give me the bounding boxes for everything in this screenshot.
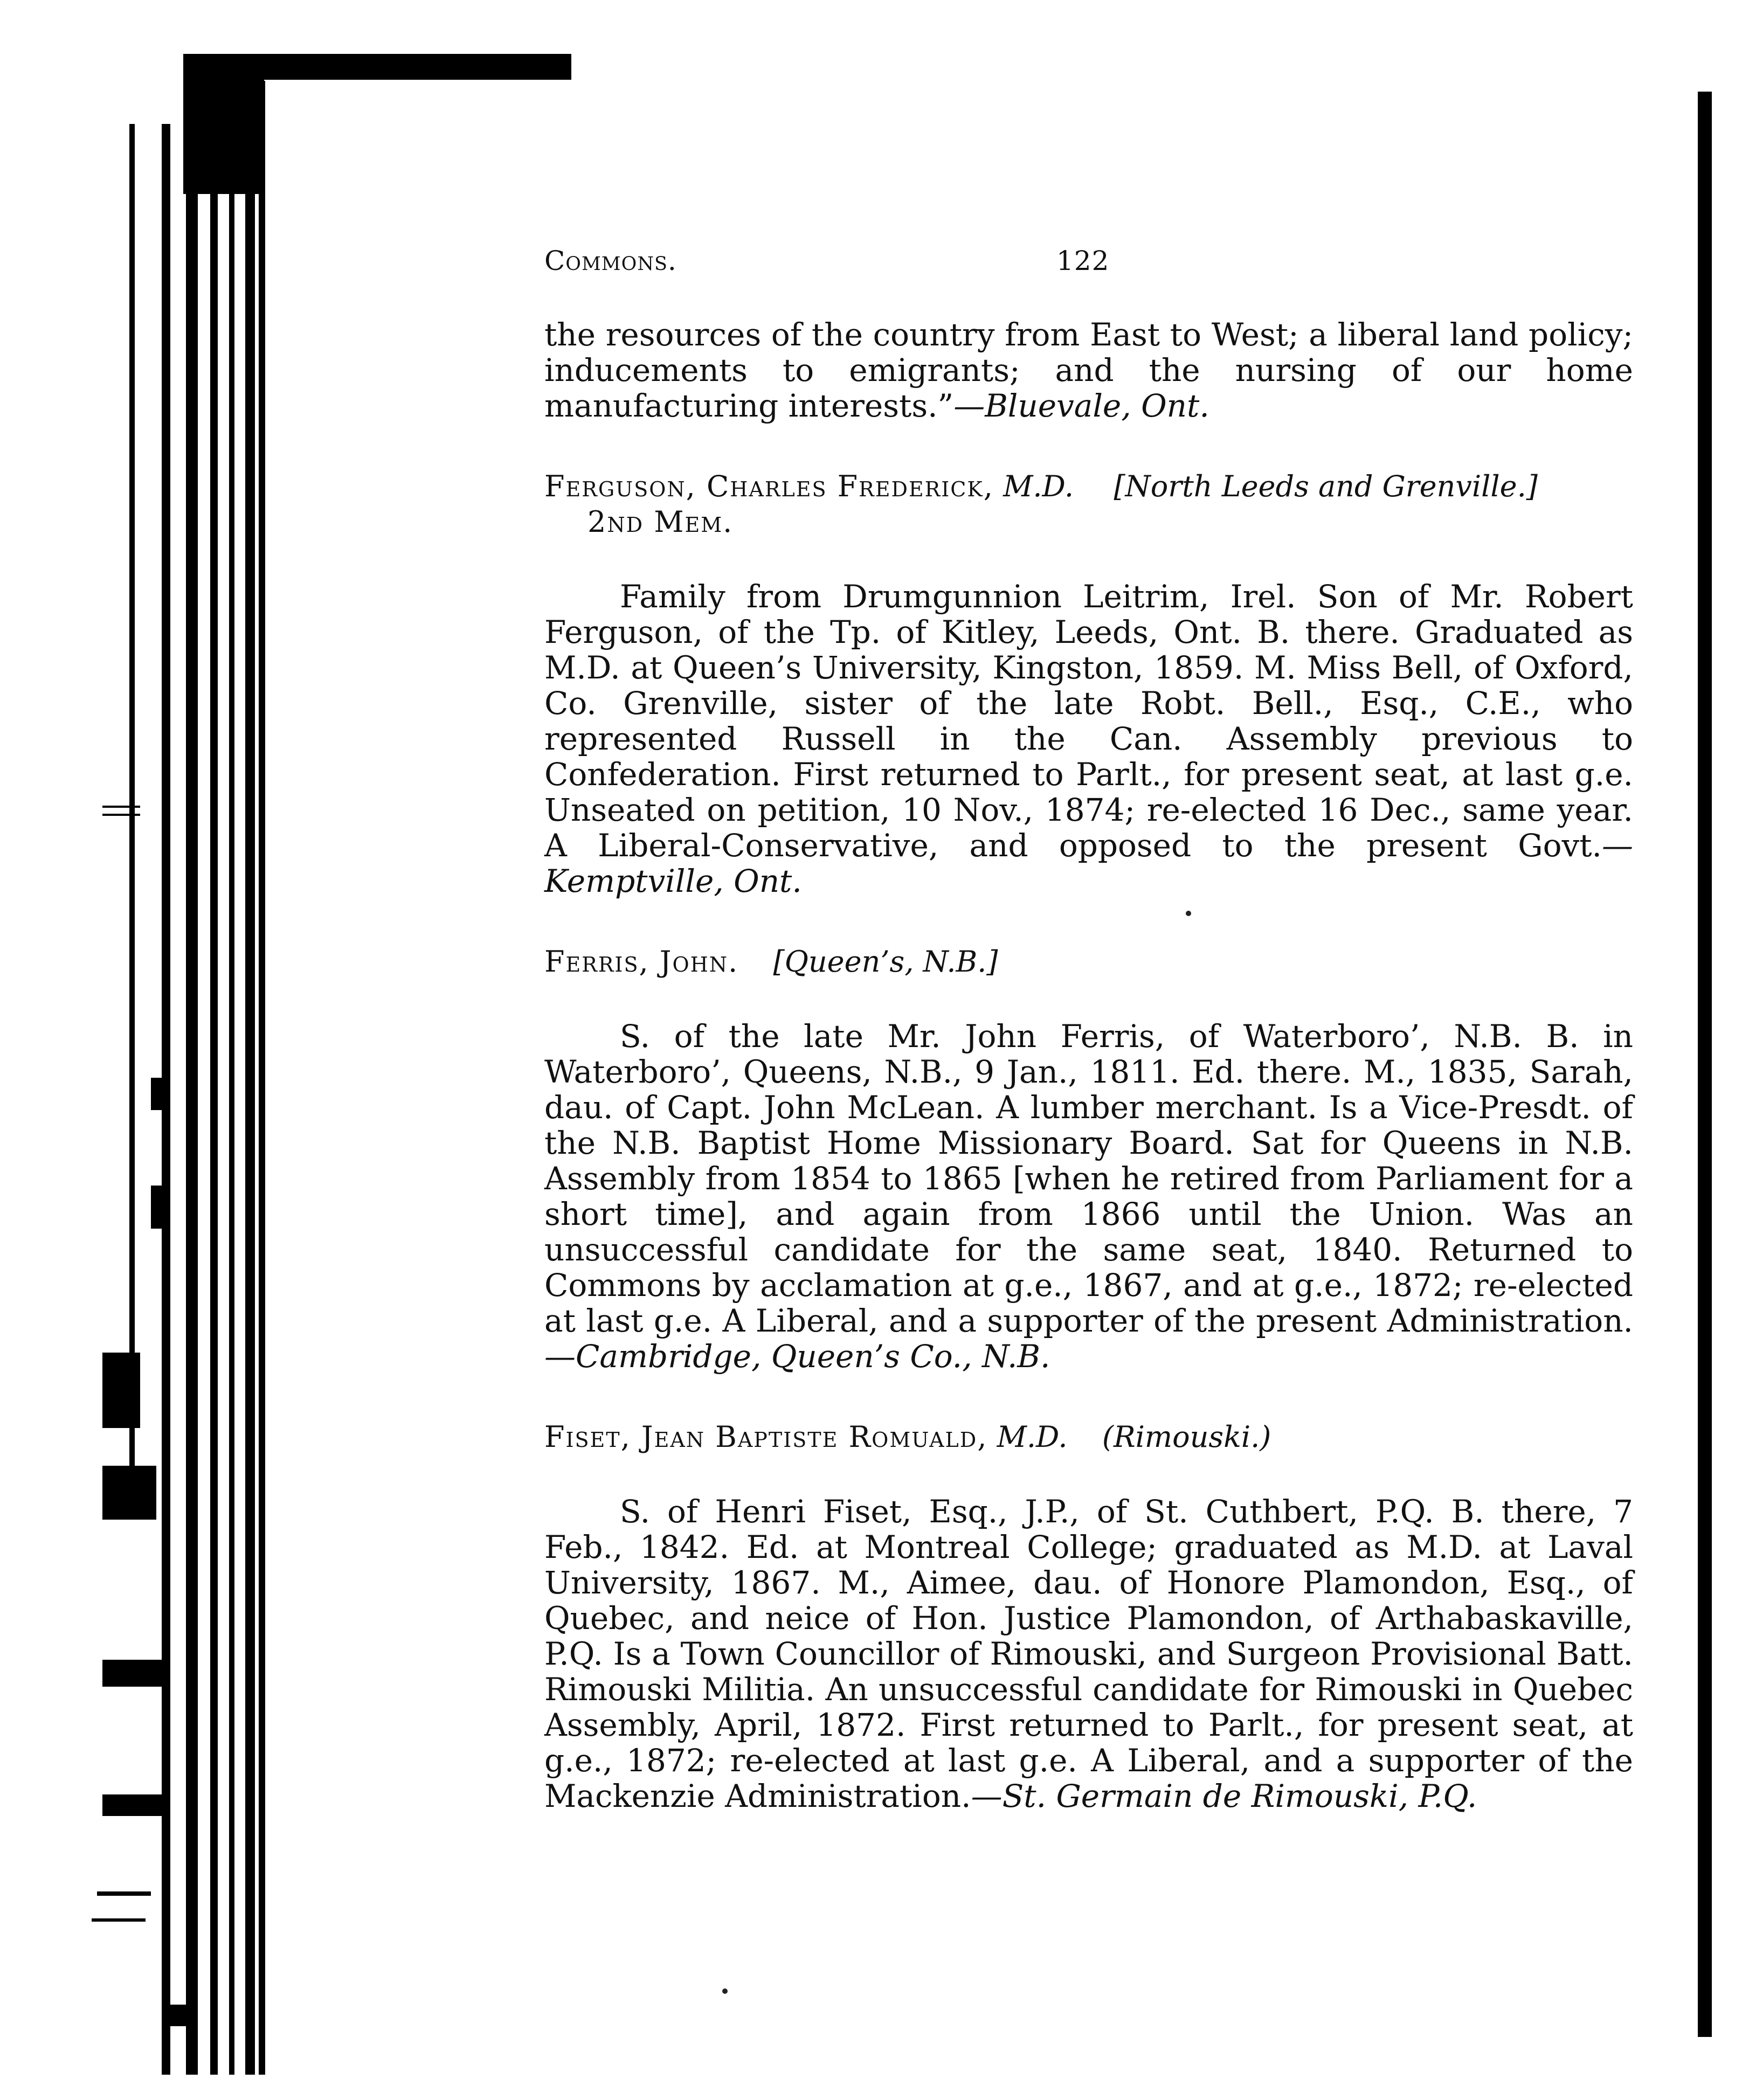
entry-heading-ferguson	[544, 469, 1633, 540]
member-seat-number: 2nd Mem.	[587, 505, 734, 539]
scan-margin-mark-6	[102, 1466, 156, 1520]
scan-margin-mark-4	[151, 1186, 162, 1229]
entry-heading-fiset	[544, 1419, 1633, 1455]
scan-edge-binding-7	[129, 124, 135, 1471]
scan-edge-bottom-left	[162, 2005, 194, 2026]
scan-margin-mark-9	[97, 1891, 151, 1896]
biography-address: —Cambridge, Queen’s Co., N.B.	[544, 1338, 1050, 1375]
member-name: Ferguson, Charles Frederick,	[544, 469, 994, 503]
continuation-text: the resources of the country from East to West; a liberal land policy; inducements to emigrants; and the nursing of our home manufacturing interests.”	[544, 316, 1633, 424]
scan-edge-binding-2	[186, 124, 198, 2075]
scan-margin-mark-1	[102, 806, 140, 808]
continuation-address: —Bluevale, Ont.	[953, 387, 1209, 424]
scan-edge-binding-1	[162, 124, 170, 2075]
entry-heading-ferris	[544, 944, 1633, 980]
member-name: Fiset, Jean Baptiste Romuald,	[544, 1420, 988, 1454]
member-riding: (Rimouski.)	[1102, 1420, 1271, 1454]
scan-edge-binding-5	[245, 124, 255, 2075]
page-number: 122	[1056, 245, 1110, 276]
biography-text: S. of the late Mr. John Ferris, of Waterboro’, N.B. B. in Waterboro’, Queens, N.B., 9 Jan., 1811. Ed. there. M., 1835, Sarah, dau. of Capt. John McLean. A lumber merchant. Is a Vice-Presdt. of the N.B. Baptist Home Missionary Board. Sat for Queens in N.B. Assembly from 1854 to 1865 [when he retired from Parliament for a short time], and again from 1866 until the Union. Was an unsuccessful candidate for the same seat, 1840. Returned to Commons by acclamation at g.e., 1867, and at g.e., 1872; re-elected at last g.e. A Liberal, and a supporter of the present Administration.	[544, 1018, 1633, 1339]
scan-edge-right-bar	[1698, 92, 1712, 2037]
running-head	[544, 237, 1633, 291]
member-degree: M.D.	[997, 1420, 1068, 1454]
scan-margin-mark-5	[102, 1353, 140, 1428]
continuation-paragraph	[544, 317, 1633, 424]
biography-text: S. of Henri Fiset, Esq., J.P., of St. Cuthbert, P.Q. B. there, 7 Feb., 1842. Ed. at Montreal College; graduated as M.D. at Laval University, 1867. M., Aimee, dau. of Honore Plamondon, Esq., of Quebec, and neice of Hon. Justice Plamondon, of Arthabaskaville, P.Q. Is a Town Councillor of Rimouski, and Surgeon Provisional Batt. Rimouski Militia. An unsuccessful candidate for Rimouski in Quebec Assembly, April, 1872. First returned to Parlt., for present seat, at g.e., 1872; re-elected at last g.e. A Liberal, and a supporter of the Mackenzie Administration.	[544, 1493, 1633, 1814]
scan-edge-binding-4	[229, 124, 234, 2075]
scan-margin-mark-7	[102, 1660, 162, 1687]
biography-address: —St. Germain de Rimouski, P.Q.	[971, 1778, 1477, 1814]
scan-margin-mark-8	[102, 1794, 162, 1816]
scan-margin-mark-2	[102, 814, 140, 816]
member-riding: [Queen’s, N.B.]	[773, 945, 998, 979]
member-name: Ferris, John.	[544, 945, 739, 979]
page-text	[544, 237, 1633, 1814]
member-riding: [North Leeds and Grenville.]	[1114, 469, 1538, 503]
section-title: Commons.	[544, 245, 677, 276]
entry-biography-fiset	[544, 1494, 1633, 1814]
member-degree: M.D.	[1003, 469, 1074, 503]
scan-margin-mark-3	[151, 1078, 162, 1110]
scan-edge-binding-6	[259, 81, 265, 2075]
biography-address: —Kemptville, Ont.	[544, 827, 1633, 899]
scan-margin-mark-10	[92, 1918, 146, 1922]
entry-biography-ferris	[544, 1018, 1633, 1374]
stray-ink-mark	[722, 1988, 728, 1994]
biography-text: Family from Drumgunnion Leitrim, Irel. Son of Mr. Robert Ferguson, of the Tp. of Kitley, Leeds, Ont. B. there. Graduated as M.D. at Queen’s University, Kingston, 1859. M. Miss Bell, of Oxford, Co. Grenville, sister of the late Robt. Bell., Esq., C.E., who represented Russell in the Can. Assembly previous to Confederation. First returned to Parlt., for present seat, at last g.e. Unseated on petition, 10 Nov., 1874; re-elected 16 Dec., same year. A Liberal-Conservative, and opposed to the present Govt.	[544, 578, 1633, 864]
entry-biography-ferguson	[544, 579, 1633, 899]
scan-edge-binding-3	[210, 124, 218, 2075]
